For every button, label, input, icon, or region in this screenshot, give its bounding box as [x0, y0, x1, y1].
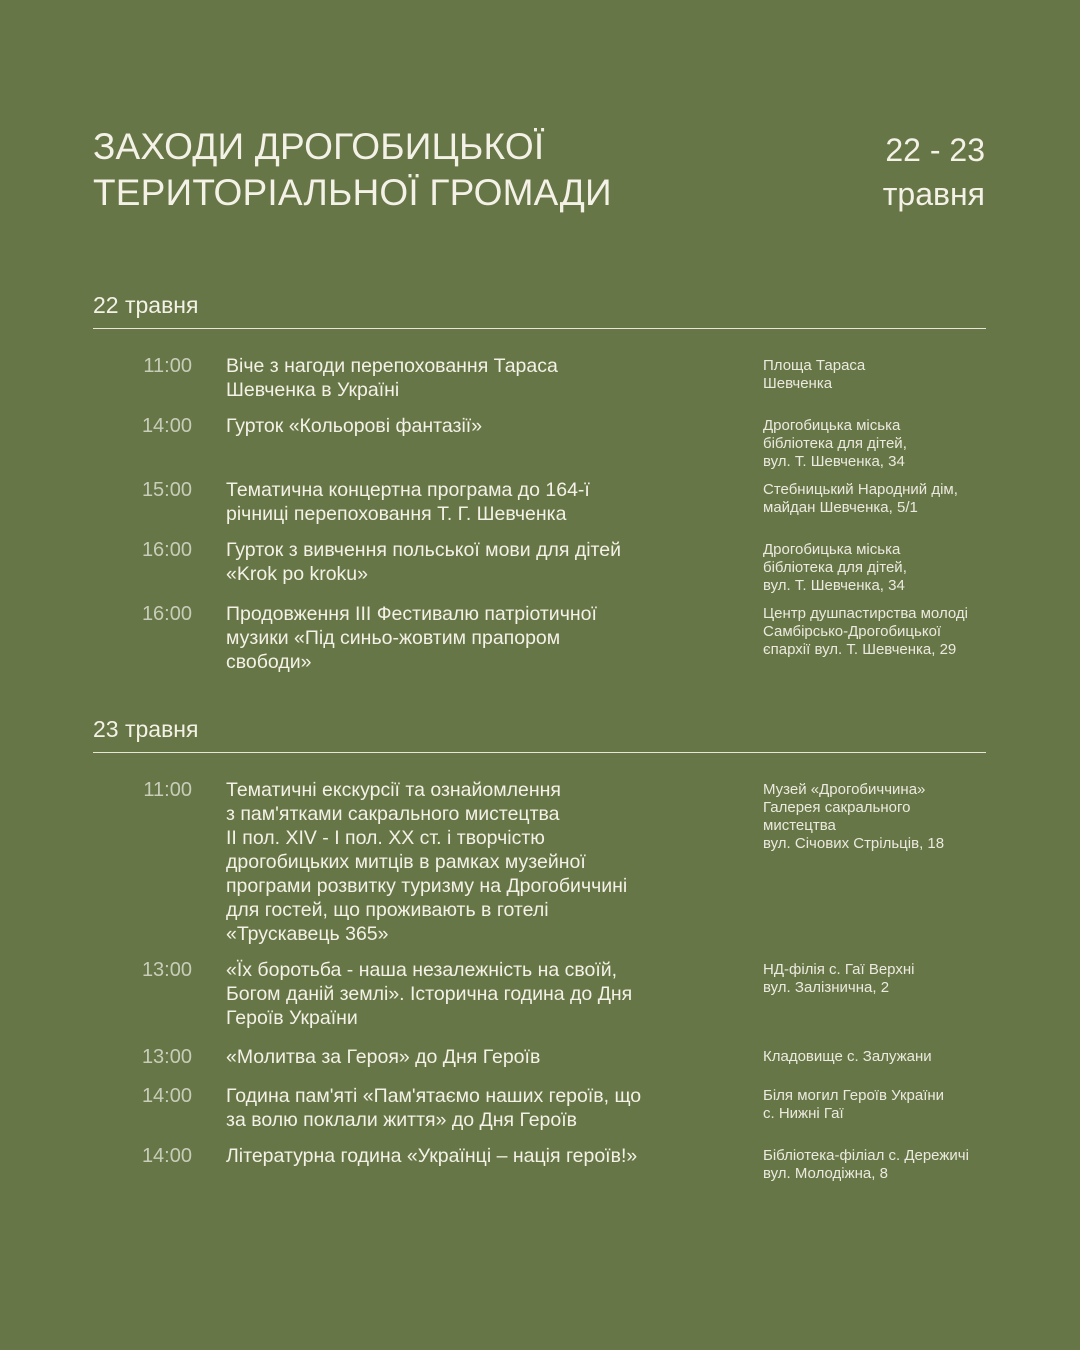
day-section [93, 715, 986, 1182]
event-place [763, 417, 1003, 471]
event-time: 11:00 [143, 355, 192, 377]
event-place-line: Шевченка [763, 375, 833, 392]
event-time: 13:00 [141, 1046, 192, 1068]
date-range-days: 22 - 23 [885, 132, 985, 168]
event-place-line: вул. Молодіжна, 8 [763, 1165, 888, 1182]
event-place-line: Музей «Дрогобиччина» [763, 781, 926, 798]
event-time: 14:00 [141, 1145, 192, 1167]
event-title [226, 478, 696, 526]
event-place-line: вул. Січових Стрільців, 18 [763, 835, 945, 852]
title-line-2: ТЕРИТОРІАЛЬНОЇ ГРОМАДИ [93, 172, 612, 213]
event-title-line: «Молитва за Героя» до Дня Героїв [226, 1046, 541, 1068]
event-title-line: Богом даній землі». Історична година до Дня [226, 983, 633, 1005]
event-place-line: НД-філія с. Гаї Верхні [763, 961, 915, 978]
event-place-line: єпархії вул. Т. Шевченка, 29 [763, 641, 957, 658]
event-title-line: для гостей, що проживають в готелі [226, 899, 549, 921]
event-title [226, 778, 696, 946]
event-title-line: дрогобицьких митців в рамках музейної [226, 851, 586, 873]
event-place-line: Площа Тараса [763, 357, 866, 374]
event-place [763, 961, 1003, 997]
event-place [763, 357, 1003, 393]
date-range-month: травня [882, 176, 985, 212]
event-time: 16:00 [141, 603, 192, 625]
event-place-line: бібліотека для дітей, [763, 559, 907, 576]
event-place-line: Самбірсько-Дрогобицької [763, 623, 942, 640]
event-title-line: з пам'ятками сакрального мистецтва [226, 803, 560, 825]
event-title-line: «Їх боротьба - наша незалежність на своїй, [226, 959, 618, 981]
event-place-line: Біля могил Героїв України [763, 1087, 945, 1104]
page-title [93, 124, 612, 216]
event-title-line: Шевченка в Україні [226, 379, 400, 401]
event-place-line: Кладовище с. Залужани [763, 1048, 932, 1065]
event-title [226, 354, 696, 402]
event-place-line: мистецтва [763, 817, 836, 834]
event-title [226, 1045, 696, 1069]
event-title-line: музики «Під синьо-жовтим прапором [226, 627, 561, 649]
event-place-line: с. Нижні Гаї [763, 1105, 844, 1122]
date-range [883, 128, 985, 216]
day-section [93, 291, 986, 673]
event-place-line: Стебницький Народний дім, [763, 481, 958, 498]
event-place-line: Дрогобицька міська [763, 541, 901, 558]
event-time: 14:00 [141, 1085, 192, 1107]
event-place-line: Бібліотека-філіал с. Дережичі [763, 1147, 969, 1164]
event-title-line: Гурток «Кольорові фантазії» [226, 415, 483, 437]
event-title [226, 1144, 696, 1168]
event-title-line: Героїв України [226, 1007, 358, 1029]
event-title-line: Тематична концертна програма до 164-ї [226, 479, 590, 501]
event-place-line: Дрогобицька міська [763, 417, 901, 434]
event-time: 11:00 [143, 779, 192, 801]
event-title-line: Продовження ІІІ Фестивалю патріотичної [226, 603, 597, 625]
event-title-line: «Krok po kroku» [226, 563, 368, 585]
event-time: 13:00 [141, 959, 192, 981]
event-place-line: майдан Шевченка, 5/1 [763, 499, 918, 516]
event-title-line: програми розвитку туризму на Дрогобиччині [226, 875, 628, 897]
event-place-line: бібліотека для дітей, [763, 435, 907, 452]
event-place [763, 605, 1003, 659]
event-title-line: за волю поклали життя» до Дня Героїв [226, 1109, 578, 1131]
event-place-line: Галерея сакрального [763, 799, 911, 816]
event-title [226, 538, 696, 586]
event-title-line: Віче з нагоди перепоховання Тараса [226, 355, 558, 377]
event-place [763, 781, 1003, 853]
event-place-line: вул. Т. Шевченка, 34 [763, 577, 905, 594]
event-place [763, 541, 1003, 595]
event-place-line: Центр душпастирства молоді [763, 605, 968, 622]
event-place [763, 1147, 1003, 1183]
day-heading: 23 травня [93, 715, 986, 753]
event-time: 14:00 [141, 415, 192, 437]
day-heading: 22 травня [93, 291, 986, 329]
event-title-line: ІІ пол. XIV - І пол. XX ст. і творчістю [226, 827, 545, 849]
title-line-1: ЗАХОДИ ДРОГОБИЦЬКОЇ [93, 126, 545, 167]
event-place-line: вул. Т. Шевченка, 34 [763, 453, 905, 470]
event-title-line: Гурток з вивчення польської мови для дітей [226, 539, 621, 561]
event-title-line: «Трускавець 365» [226, 923, 389, 945]
event-place [763, 1087, 1003, 1123]
event-title-line: Година пам'яті «Пам'ятаємо наших героїв, що [226, 1085, 642, 1107]
event-title-line: Літературна година «Українці – нація героїв!» [226, 1145, 638, 1167]
event-time: 15:00 [141, 479, 192, 501]
event-time: 16:00 [141, 539, 192, 561]
event-title [226, 414, 696, 438]
event-place [763, 1048, 1003, 1066]
event-title-line: річниці перепоховання Т. Г. Шевченка [226, 503, 567, 525]
event-title [226, 958, 696, 1030]
event-title [226, 602, 696, 674]
event-title-line: Тематичні екскурсії та ознайомлення [226, 779, 561, 801]
event-place-line: вул. Залізнична, 2 [763, 979, 890, 996]
event-title [226, 1084, 696, 1132]
event-place [763, 481, 1003, 517]
event-title-line: свободи» [226, 651, 312, 673]
